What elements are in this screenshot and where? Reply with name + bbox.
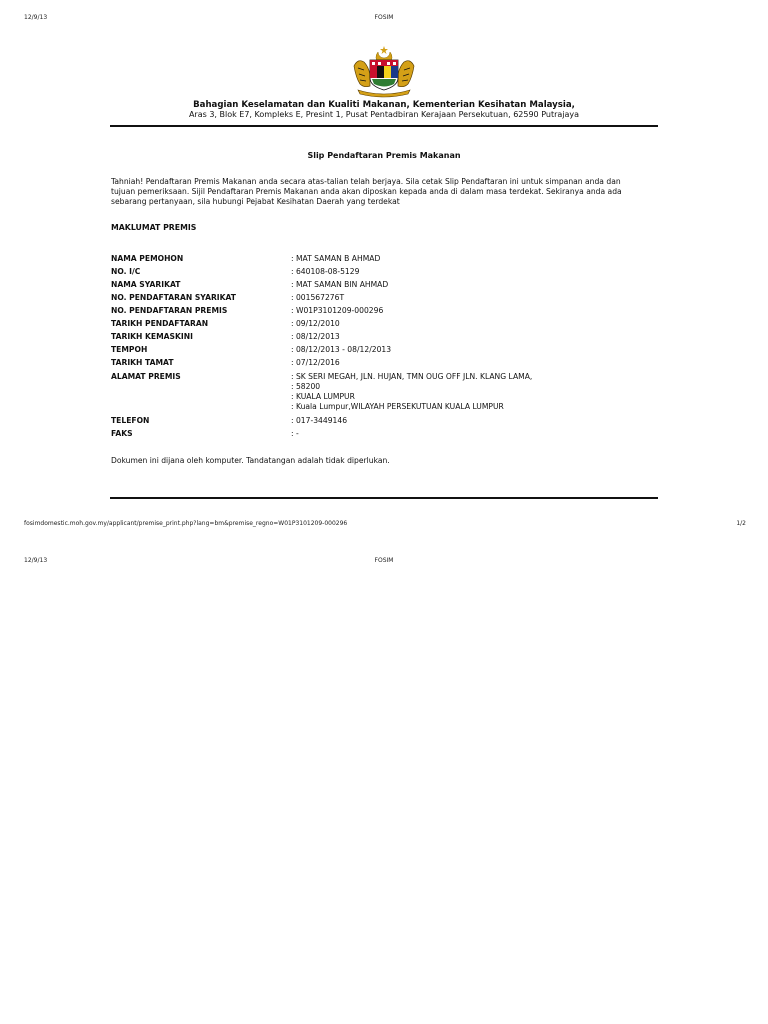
field-label: NAMA SYARIKAT xyxy=(111,280,181,289)
field-label: TARIKH TAMAT xyxy=(111,358,174,367)
field-value: : 08/12/2013 xyxy=(291,332,340,341)
intro-line: tujuan pemeriksaan. Sijil Pendaftaran Premis Makanan anda akan diposkan kepada anda di dalam masa terdekat. Sekiranya anda ada xyxy=(111,187,622,196)
footer-note: Dokumen ini dijana oleh komputer. Tandatangan adalah tidak diperlukan. xyxy=(111,456,390,465)
field-value: : KUALA LUMPUR xyxy=(291,392,355,401)
print-title: FOSIM xyxy=(374,14,394,21)
field-value: : 58200 xyxy=(291,382,321,391)
field-value: : 08/12/2013 - 08/12/2013 xyxy=(291,345,392,354)
print-url: fosimdomestic.moh.gov.my/applicant/premise_print.php?lang=bm&premise_regno=W01P3101209-000296 xyxy=(24,520,348,527)
intro-paragraph xyxy=(111,177,641,207)
field-label: TELEFON xyxy=(111,416,150,425)
field-value: : - xyxy=(291,429,299,438)
print-title: FOSIM xyxy=(374,557,394,564)
field-value: : MAT SAMAN B AHMAD xyxy=(291,254,381,263)
field-value: : 001567276T xyxy=(291,293,345,302)
field-label: TARIKH PENDAFTARAN xyxy=(111,319,209,328)
print-page-number: 1/2 xyxy=(736,520,746,527)
section-title: MAKLUMAT PREMIS xyxy=(111,223,197,232)
field-value: : MAT SAMAN BIN AHMAD xyxy=(291,280,389,289)
field-value: : Kuala Lumpur,WILAYAH PERSEKUTUAN KUALA LUMPUR xyxy=(291,402,504,411)
field-label: NAMA PEMOHON xyxy=(111,254,184,263)
field-value: : W01P3101209-000296 xyxy=(291,306,384,315)
field-label: NO. I/C xyxy=(111,267,141,276)
print-header xyxy=(0,14,768,24)
field-value: : 640108-08-5129 xyxy=(291,267,360,276)
field-label: ALAMAT PREMIS xyxy=(111,372,181,381)
field-label: NO. PENDAFTARAN SYARIKAT xyxy=(111,293,236,302)
field-value: : SK SERI MEGAH, JLN. HUJAN, TMN OUG OFF JLN. KLANG LAMA, xyxy=(291,372,533,381)
field-label: TARIKH KEMASKINI xyxy=(111,332,193,341)
field-value: : 017-3449146 xyxy=(291,416,348,425)
malaysia-coat-of-arms-icon xyxy=(350,44,418,98)
print-date: 12/9/13 xyxy=(24,557,48,564)
print-date: 12/9/13 xyxy=(24,14,48,21)
organization-address: Aras 3, Blok E7, Kompleks E, Presint 1, Pusat Pentadbiran Kerajaan Persekutuan, 62590 Putrajaya xyxy=(188,110,580,119)
print-footer xyxy=(0,520,768,530)
field-label: NO. PENDAFTARAN PREMIS xyxy=(111,306,228,315)
footer-divider xyxy=(110,497,658,499)
field-value: : 07/12/2016 xyxy=(291,358,340,367)
organization-name: Bahagian Keselamatan dan Kualiti Makanan, Kementerian Kesihatan Malaysia, xyxy=(193,100,575,110)
header-divider xyxy=(110,125,658,127)
intro-line: sebarang pertanyaan, sila hubungi Pejabat Kesihatan Daerah yang terdekat xyxy=(111,197,400,206)
print-header-page-2 xyxy=(0,557,768,567)
document-title: Slip Pendaftaran Premis Makanan xyxy=(307,151,461,160)
field-label: FAKS xyxy=(111,429,133,438)
field-label: TEMPOH xyxy=(111,345,148,354)
field-value: : 09/12/2010 xyxy=(291,319,340,328)
intro-line: Tahniah! Pendaftaran Premis Makanan anda secara atas-talian telah berjaya. Sila cetak Slip Pendaftaran ini untuk simpanan anda dan xyxy=(111,177,621,186)
